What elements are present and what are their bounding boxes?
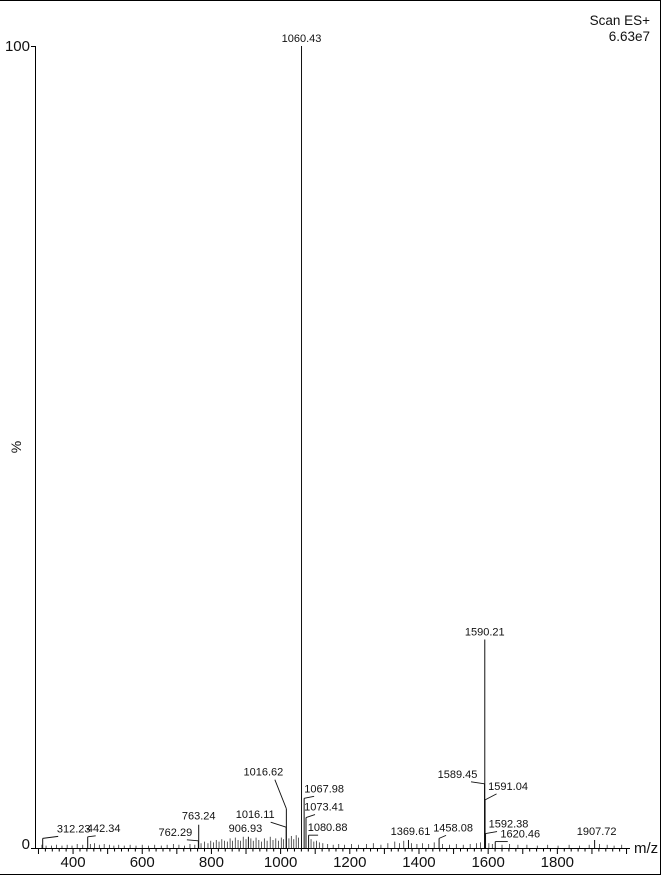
x-axis-tick-label: 1800 [540,854,575,871]
peak-label: 1369.61 [390,825,431,838]
peak-label: 763.24 [181,810,216,823]
peak-label-pointer [271,822,287,827]
peak-label: 442.34 [86,822,121,835]
peak-label: 1016.11 [235,809,275,822]
peak-label: 1060.43 [281,33,322,45]
y-axis-min-label: 0 [21,836,30,853]
peak-label: 1620.46 [500,828,541,841]
peak-label-pointer [439,835,446,838]
y-axis-max-label: 100 [4,38,30,55]
x-axis-title: m/z [634,840,659,857]
peak-label-pointer [187,840,199,841]
peak-label: 1907.72 [576,825,617,838]
peak-label-pointer [486,832,498,834]
peak-label-pointer [275,780,287,809]
peak-label: 762.29 [158,826,193,839]
x-axis-tick-label: 1400 [402,854,436,871]
y-axis-title: % [8,440,25,454]
peak-label: 1589.45 [437,768,478,781]
peak-label: 1458.08 [433,822,473,835]
x-axis-tick-label: 1600 [471,854,505,871]
peak-label-pointer [304,796,314,798]
base-peak-intensity: 6.63e7 [608,29,650,45]
x-axis-tick-label: 1200 [333,854,367,871]
scan-mode-label: Scan ES+ [589,13,650,28]
peak-label-pointer [306,815,315,818]
peak-label: 1592.38 [488,818,529,831]
peak-label-pointer [88,836,96,837]
peak-label-pointer [43,836,59,838]
peak-label: 906.93 [228,822,263,835]
mass-spectrum-plot [0,1,661,875]
peak-label: 1016.62 [243,766,284,779]
x-axis-tick-label: 800 [198,854,224,871]
peak-label: 1591.04 [488,780,528,793]
peak-label-pointer [485,794,497,800]
peak-label: 1080.88 [307,822,348,835]
peak-label: 1590.21 [464,626,505,639]
peak-label: 312.23 [56,823,91,836]
x-axis-tick-label: 400 [60,854,86,871]
x-axis-tick-label: 600 [129,854,155,871]
peak-label: 1067.98 [304,783,345,796]
x-axis-tick-label: 1000 [263,854,298,871]
peak-label-pointer [471,782,485,784]
peak-label: 1073.41 [304,801,344,814]
